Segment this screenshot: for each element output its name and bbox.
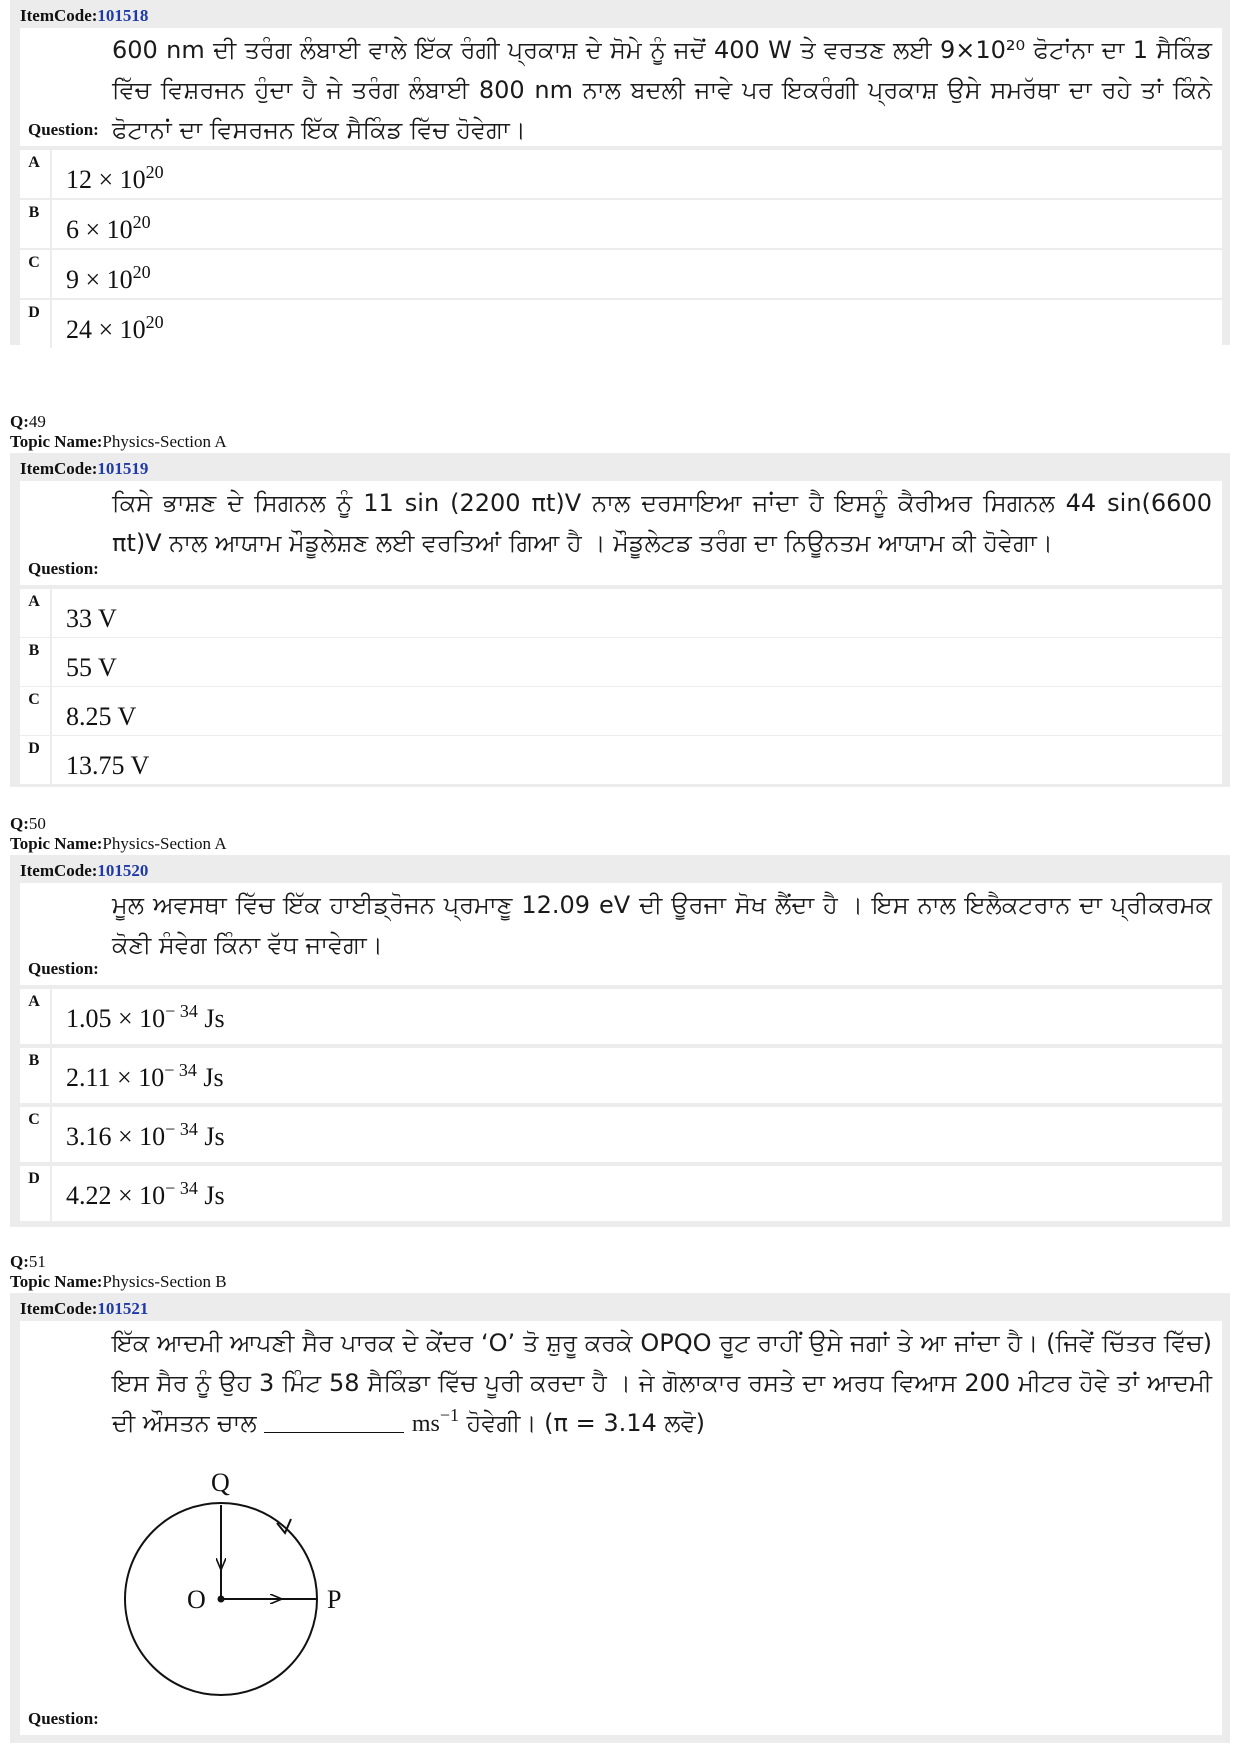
item-code-line: ItemCode:101521 <box>20 1299 149 1318</box>
option-value: 8.25 V <box>50 687 1222 735</box>
topic-name: Physics-Section B <box>102 1272 227 1291</box>
item-code-line: ItemCode:101520 <box>20 861 149 880</box>
option-value: $6 \times 10^{20}$ <box>50 200 1222 248</box>
question-body <box>20 481 1222 585</box>
question-card-101520 <box>10 855 1230 1227</box>
question-card-101519 <box>10 453 1230 787</box>
question-label: Question: <box>28 959 99 978</box>
question-number: 49 <box>28 412 46 431</box>
option-value: $3.16 \times 10^{- 34}$ Js <box>50 1107 1222 1162</box>
option-d[interactable] <box>20 300 1222 348</box>
item-code-line: ItemCode:101519 <box>20 459 149 478</box>
option-d[interactable] <box>20 1166 1222 1221</box>
option-d[interactable] <box>20 736 1222 784</box>
question-text: ਕਿਸੇ ਭਾਸ਼ਣ ਦੇ ਸਿਗਨਲ ਨੂੰ 11 sin (2200 πt)V ਨਾਲ ਦਰਸਾਇਆ ਜਾਂਦਾ ਹੈ ਇਸਨੂੰ ਕੈਰੀਅਰ ਸਿਗਨਲ 44 sin(6600 πt)V ਨਾਲ ਆਯਾਮ ਮੌਡੂਲੇਸ਼ਣ ਲਈ ਵਰਤਿਆਂ ਗਿਆ ਹੈ । ਮੌਡੂਲੇਟਡ ਤਰੰਗ ਦਾ ਨਿਊਨਤਮ ਆਯਾਮ ਕੀ ਹੋਵੇਗਾ। <box>112 489 1212 557</box>
question-meta-51: Q:51 Topic Name:Physics-Section B <box>10 1252 227 1291</box>
option-letter: D <box>28 1170 40 1187</box>
option-value: $24 \times 10^{20}$ <box>50 300 1222 348</box>
question-label: Question: <box>28 559 99 578</box>
option-letter: A <box>28 993 40 1010</box>
item-code: 101521 <box>97 1299 149 1318</box>
option-value: $9 \times 10^{20}$ <box>50 250 1222 298</box>
option-value: 33 V <box>50 589 1222 637</box>
question-card-101518 <box>10 0 1230 345</box>
item-code: 101518 <box>97 6 149 25</box>
option-letter: B <box>28 1052 40 1069</box>
question-body <box>20 28 1222 146</box>
item-code: 101520 <box>97 861 149 880</box>
option-letter: B <box>28 642 40 659</box>
question-label: Question: <box>28 120 99 139</box>
option-letter: C <box>28 691 40 708</box>
option-letter: B <box>28 204 40 221</box>
option-c[interactable] <box>20 1107 1222 1162</box>
circular-path-diagram <box>95 1463 385 1713</box>
question-text: ਮੂਲ ਅਵਸਥਾ ਵਿੱਚ ਇੱਕ ਹਾਈਡ੍ਰੋਜਨ ਪ੍ਰਮਾਣੂ 12.09 eV ਦੀ ਊਰਜਾ ਸੋਖ ਲੈਂਦਾ ਹੈ । ਇਸ ਨਾਲ ਇਲੈਕਟਰਾਨ ਦਾ ਪ੍ਰੀਕਰਮਕ ਕੋਣੀ ਸੰਵੇਗ ਕਿੰਨਾ ਵੱਧ ਜਾਵੇਗਾ। <box>112 891 1212 959</box>
question-meta-49: Q:49 Topic Name:Physics-Section A <box>10 412 227 451</box>
topic-name: Physics-Section A <box>102 834 227 853</box>
option-letter: C <box>28 1111 40 1128</box>
item-code-line: ItemCode:101518 <box>20 6 149 25</box>
question-number: 51 <box>28 1252 46 1271</box>
label-p: P <box>327 1585 342 1614</box>
question-text: ਇੱਕ ਆਦਮੀ ਆਪਣੀ ਸੈਰ ਪਾਰਕ ਦੇ ਕੇਂਦਰ ‘O’ ਤੋ ਸ਼ੁਰੂ ਕਰਕੇ OPQO ਰੂਟ ਰਾਹੀਂ ਉਸੇ ਜਗਾਂ ਤੇ ਆ ਜਾਂਦਾ ਹੈ। (ਜਿਵੇਂ ਚਿੱਤਰ ਵਿੱਚ) ਇਸ ਸੈਰ ਨੂੰ ਉਹ 3 ਮਿੰਟ 58 ਸੈਕਿੰਡਾ ਵਿੱਚ ਪੂਰੀ ਕਰਦਾ ਹੈ । ਜੇ ਗੋਲਾਕਾਰ ਰਸਤੇ ਦਾ ਅਰਧ ਵਿਆਸ 200 ਮੀਟਰ ਹੋਵੇ ਤਾਂ ਆਦਮੀ ਦੀ ਔਸਤਨ ਚਾਲ $ms^{-1}$ ਹੋਵੇਗੀ। (π = 3.14 ਲਵੋ) <box>112 1329 1212 1437</box>
label-o: O <box>187 1585 206 1614</box>
answer-blank <box>264 1410 404 1433</box>
option-a[interactable] <box>20 989 1222 1044</box>
question-body <box>20 883 1222 985</box>
topic-name: Physics-Section A <box>102 432 227 451</box>
item-code: 101519 <box>97 459 149 478</box>
option-value: $1.05 \times 10^{- 34}$ Js <box>50 989 1222 1044</box>
option-value: $2.11 \times 10^{- 34}$ Js <box>50 1048 1222 1103</box>
option-c[interactable] <box>20 687 1222 735</box>
option-value: $12 \times 10^{20}$ <box>50 150 1222 198</box>
question-meta-50: Q:50 Topic Name:Physics-Section A <box>10 814 227 853</box>
option-a[interactable] <box>20 150 1222 198</box>
option-b[interactable] <box>20 1048 1222 1103</box>
option-c[interactable] <box>20 250 1222 298</box>
question-label: Question: <box>28 1709 99 1728</box>
question-text: 600 nm ਦੀ ਤਰੰਗ ਲੰਬਾਈ ਵਾਲੇ ਇੱਕ ਰੰਗੀ ਪ੍ਰਕਾਸ਼ ਦੇ ਸੋਮੇ ਨੂੰ ਜਦੋਂ 400 W ਤੇ ਵਰਤਣ ਲਈ 9×10²⁰ ਫੋਟਾਂਨਾ ਦਾ 1 ਸੈਕਿੰਡ ਵਿੱਚ ਵਿਸ਼ਰਜਨ ਹੁੰਦਾ ਹੈ ਜੇ ਤਰੰਗ ਲੰਬਾਈ 800 nm ਨਾਲ ਬਦਲੀ ਜਾਵੇ ਪਰ ਇਕਰੰਗੀ ਪ੍ਰਕਾਸ਼ ਉਸੇ ਸਮਰੱਥਾ ਦਾ ਰਹੇ ਤਾਂ ਕਿੰਨੇ ਫੋਟਾਨਾਂ ਦਾ ਵਿਸਰਜਨ ਇੱਕ ਸੈਕਿੰਡ ਵਿੱਚ ਹੋਵੇਗਾ। <box>112 36 1212 144</box>
option-letter: A <box>28 593 40 610</box>
label-q: Q <box>211 1468 230 1497</box>
option-value: $4.22 \times 10^{- 34}$ Js <box>50 1166 1222 1221</box>
option-b[interactable] <box>20 638 1222 686</box>
option-letter: A <box>28 154 40 171</box>
option-letter: C <box>28 254 40 271</box>
option-letter: D <box>28 304 40 321</box>
question-number: 50 <box>28 814 46 833</box>
point-o <box>218 1596 225 1603</box>
option-value: 13.75 V <box>50 736 1222 784</box>
option-letter: D <box>28 740 40 757</box>
option-b[interactable] <box>20 200 1222 248</box>
option-a[interactable] <box>20 589 1222 637</box>
option-value: 55 V <box>50 638 1222 686</box>
